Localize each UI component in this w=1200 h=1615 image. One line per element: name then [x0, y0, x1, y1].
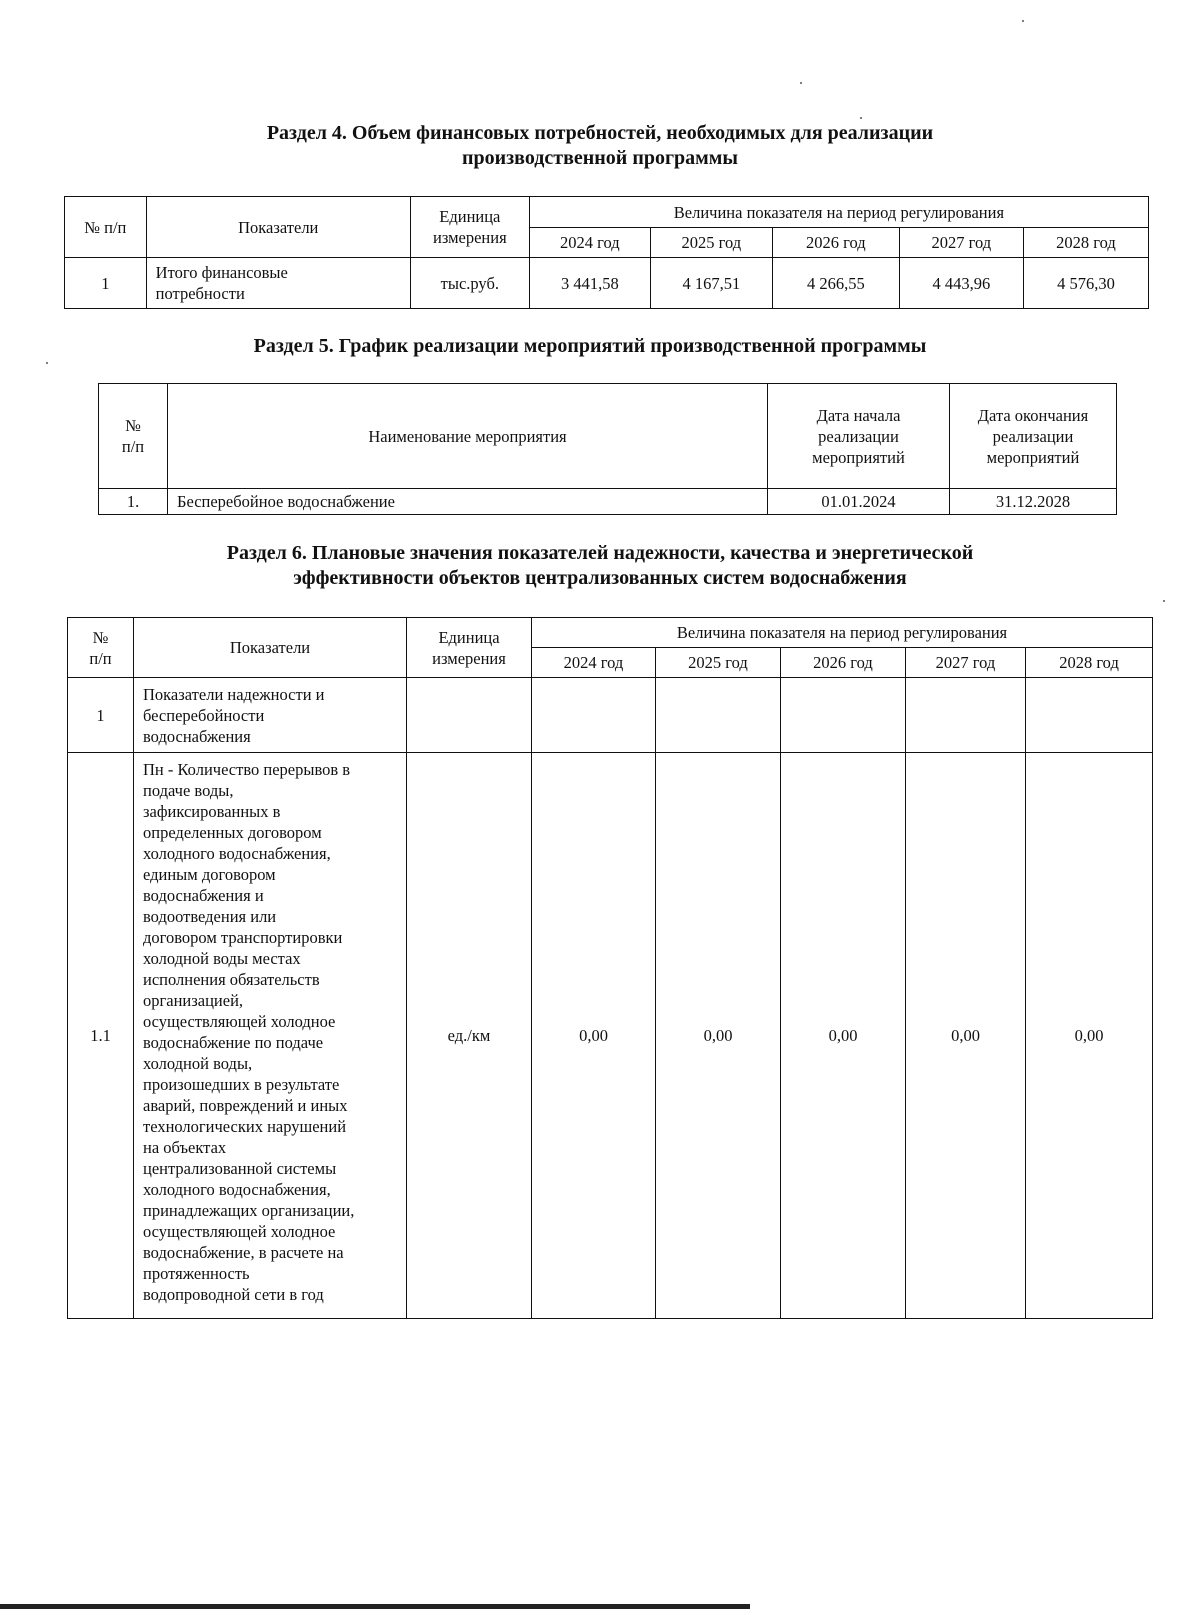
- header-period: Величина показателя на период регулирования: [529, 197, 1148, 228]
- row-name-line: водоснабжение по подаче: [143, 1033, 324, 1052]
- row-name-line: осуществляющей холодное: [143, 1012, 336, 1031]
- header-num-line1: №: [125, 416, 141, 435]
- section6-title: [0, 541, 1200, 591]
- row-value: 0,00: [532, 753, 656, 1319]
- header-start-line1: Дата начала: [816, 405, 901, 425]
- row-value-empty: [1026, 678, 1153, 753]
- section4-title-line1: Раздел 4. Объем финансовых потребностей, необходимых для реализации: [266, 122, 934, 144]
- row-name: [134, 753, 407, 1319]
- header-year: 2025 год: [650, 228, 772, 258]
- header-unit-line2: измерения: [432, 648, 506, 668]
- row-name-line: водоснабжения и: [143, 886, 264, 905]
- scan-speck: [860, 117, 862, 119]
- section4-title-line2: производственной программы: [461, 147, 739, 169]
- header-year: 2025 год: [656, 648, 781, 678]
- row-name-line: водоснабжение, в расчете на: [143, 1243, 344, 1262]
- header-year: 2024 год: [529, 228, 650, 258]
- row-name-line: зафиксированных в: [143, 802, 281, 821]
- section6-title-line2: эффективности объектов централизованных систем водоснабжения: [293, 567, 907, 589]
- header-start-line3: мероприятий: [812, 447, 905, 467]
- table-row: [99, 489, 1117, 515]
- table-row: [68, 753, 1153, 1319]
- header-unit: [407, 618, 532, 678]
- table-row: [68, 678, 1153, 753]
- row-name-line: принадлежащих организации,: [143, 1201, 355, 1220]
- scan-speck: [1163, 600, 1165, 602]
- scan-speck: [1022, 20, 1024, 22]
- row-value: 4 167,51: [650, 258, 772, 309]
- row-unit: ед./км: [407, 753, 532, 1319]
- row-name-line: аварий, повреждений и иных: [143, 1096, 348, 1115]
- row-num: 1.: [99, 489, 168, 515]
- row-name: [134, 678, 407, 753]
- row-name-line1: Итого финансовые: [155, 263, 288, 282]
- scan-edge-bar: [0, 1604, 750, 1609]
- row-value-empty: [532, 678, 656, 753]
- row-name-line: единым договором: [143, 865, 276, 884]
- header-period: Величина показателя на период регулирования: [532, 618, 1153, 648]
- header-num-line1: №: [92, 627, 109, 647]
- header-num: № п/п: [65, 197, 147, 258]
- header-num-line2: п/п: [89, 648, 112, 668]
- row-name: [146, 258, 410, 309]
- financial-needs-table: [64, 196, 1149, 309]
- row-name-line: холодной воды,: [143, 1054, 253, 1073]
- header-num: [99, 384, 168, 489]
- indicators-table: [67, 617, 1153, 1319]
- row-name-line: Показатели надежности и: [143, 684, 325, 704]
- row-name-line: организацией,: [143, 991, 244, 1010]
- row-end: 31.12.2028: [950, 489, 1117, 515]
- header-start-line2: реализации: [818, 426, 899, 446]
- row-num: 1.1: [68, 753, 134, 1319]
- scan-speck: [46, 362, 48, 364]
- row-value: 0,00: [1026, 753, 1153, 1319]
- header-num: [68, 618, 134, 678]
- header-end-date: [950, 384, 1117, 489]
- row-value: 4 576,30: [1023, 258, 1148, 309]
- section4-title: [0, 121, 1200, 171]
- row-name-line: холодной воды местах: [143, 949, 301, 968]
- header-end-line1: Дата окончания: [977, 405, 1089, 425]
- row-value: 4 266,55: [772, 258, 899, 309]
- row-value: 0,00: [656, 753, 781, 1319]
- row-value-empty: [906, 678, 1026, 753]
- row-name-line: водопроводной сети в год: [143, 1285, 324, 1304]
- row-name-line: на объектах: [143, 1138, 227, 1157]
- row-name-line: водоотведения или: [143, 907, 277, 926]
- row-name-line: централизованной системы: [143, 1159, 337, 1178]
- row-value: 0,00: [906, 753, 1026, 1319]
- row-name-line: осуществляющей холодное: [143, 1222, 336, 1241]
- row-name-line: технологических нарушений: [143, 1117, 347, 1136]
- row-value: 0,00: [781, 753, 906, 1319]
- header-year: 2026 год: [781, 648, 906, 678]
- row-num: 1: [68, 678, 134, 753]
- row-value-empty: [656, 678, 781, 753]
- row-value: 4 443,96: [899, 258, 1023, 309]
- header-num-line2: п/п: [121, 437, 145, 456]
- row-unit-empty: [407, 678, 532, 753]
- header-year: 2028 год: [1026, 648, 1153, 678]
- header-year: 2027 год: [906, 648, 1026, 678]
- header-unit-line2: измерения: [432, 228, 507, 247]
- row-name-line: подаче воды,: [143, 781, 234, 800]
- row-name-line: определенных договором: [143, 823, 322, 842]
- row-name-line: Пн - Количество перерывов в: [143, 760, 351, 779]
- header-unit: [410, 197, 529, 258]
- row-name-line: произошедших в результате: [143, 1075, 340, 1094]
- row-name-line: исполнения обязательств: [143, 970, 320, 989]
- schedule-table: [98, 383, 1117, 515]
- row-value: 3 441,58: [529, 258, 650, 309]
- header-name: Наименование мероприятия: [168, 384, 768, 489]
- scan-speck: [800, 82, 802, 84]
- row-name-line: договором транспортировки: [143, 928, 343, 947]
- header-start-date: [768, 384, 950, 489]
- header-indicator: Показатели: [134, 618, 407, 678]
- table-row: [65, 258, 1149, 309]
- row-unit: тыс.руб.: [410, 258, 529, 309]
- header-end-line3: мероприятий: [986, 447, 1080, 467]
- row-name: Бесперебойное водоснабжение: [168, 489, 768, 515]
- section6-title-line1: Раздел 6. Плановые значения показателей надежности, качества и энергетической: [226, 542, 974, 564]
- row-value-empty: [781, 678, 906, 753]
- row-name-line: бесперебойности: [143, 705, 265, 725]
- row-name-line: холодного водоснабжения,: [143, 1180, 331, 1199]
- row-name-line2: потребности: [155, 284, 245, 303]
- header-indicator: Показатели: [146, 197, 410, 258]
- row-start: 01.01.2024: [768, 489, 950, 515]
- header-end-line2: реализации: [992, 426, 1074, 446]
- header-year: 2028 год: [1023, 228, 1148, 258]
- header-unit-line1: Единица: [438, 627, 500, 647]
- row-num: 1: [65, 258, 147, 309]
- row-name-line: протяженность: [143, 1264, 250, 1283]
- header-year: 2024 год: [532, 648, 656, 678]
- section5-title: Раздел 5. График реализации мероприятий производственной программы: [253, 335, 927, 357]
- row-name-line: водоснабжения: [143, 726, 251, 746]
- row-name-line: холодного водоснабжения,: [143, 844, 331, 863]
- header-unit-line1: Единица: [439, 207, 501, 226]
- header-year: 2026 год: [772, 228, 899, 258]
- header-year: 2027 год: [899, 228, 1023, 258]
